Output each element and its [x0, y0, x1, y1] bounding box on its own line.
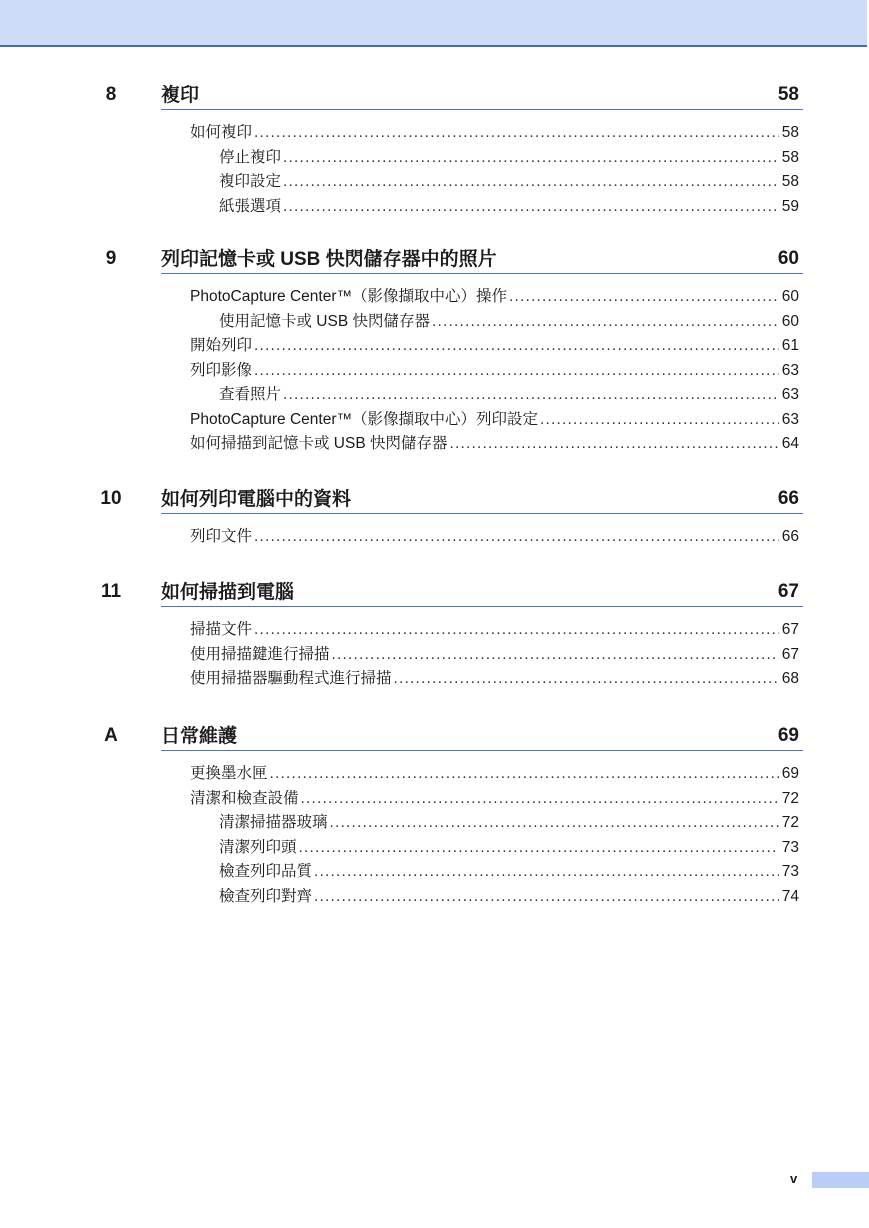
toc-entry-page: 59 — [781, 197, 799, 215]
toc-entry-text: 紙張選項 — [219, 197, 282, 215]
toc-entry[interactable] — [219, 195, 799, 220]
toc-entry-page: 66 — [781, 528, 799, 545]
dot-leader — [301, 787, 779, 811]
chapter-heading — [0, 247, 869, 275]
footer-page-number: v — [790, 1171, 798, 1186]
toc-entry[interactable] — [190, 762, 799, 787]
toc-entry[interactable] — [190, 121, 799, 146]
chapter-number: 10 — [100, 488, 122, 509]
footer-tab — [812, 1172, 869, 1188]
chapter-title[interactable]: 複印 — [161, 85, 200, 106]
chapter-8 — [0, 83, 869, 219]
chapter-page[interactable]: 69 — [777, 725, 799, 746]
toc-entry-text: 掃描文件 — [190, 621, 253, 638]
chapter-rule — [161, 750, 803, 751]
toc-entry-text: 使用記憶卡或 USB 快閃儲存器 — [219, 312, 430, 330]
chapter-page[interactable]: 58 — [777, 84, 799, 105]
toc-entry[interactable] — [219, 146, 799, 171]
toc-entry-text: 使用掃描鍵進行掃描 — [190, 645, 330, 663]
toc-entry-text: PhotoCapture Center™（影像擷取中心）列印設定 — [190, 410, 538, 428]
toc-entry-text: 清潔掃描器玻璃 — [219, 814, 328, 831]
toc-entry[interactable] — [219, 836, 799, 861]
toc-entry[interactable] — [190, 334, 799, 359]
toc-entry-page: 63 — [781, 386, 799, 403]
dot-leader — [254, 121, 779, 145]
toc-entry-page: 73 — [781, 863, 799, 880]
chapter-title[interactable]: 如何列印電腦中的資料 — [161, 489, 352, 510]
toc-entry[interactable] — [219, 170, 799, 195]
chapter-heading — [0, 580, 869, 608]
toc-entry[interactable] — [219, 885, 799, 910]
dot-leader — [394, 667, 779, 691]
toc-entry[interactable] — [219, 811, 799, 836]
toc-entry[interactable] — [190, 643, 799, 668]
chapter-title[interactable]: 日常維護 — [161, 726, 238, 747]
dot-leader — [332, 643, 779, 667]
toc-entry[interactable] — [190, 432, 799, 457]
toc-entry[interactable] — [219, 383, 799, 408]
chapter-page[interactable]: 67 — [777, 581, 799, 602]
dot-leader — [254, 525, 779, 549]
toc-entry-text: 列印影像 — [190, 361, 253, 379]
toc-entry-text: 複印設定 — [219, 173, 282, 190]
toc-entry-page: 73 — [781, 838, 799, 856]
toc-entry-page: 67 — [781, 645, 799, 663]
dot-leader — [254, 359, 779, 383]
toc-entry-page: 60 — [781, 288, 799, 305]
toc-entry-page: 67 — [781, 621, 799, 638]
chapter-number: 9 — [105, 248, 117, 269]
toc-entry[interactable] — [219, 860, 799, 885]
toc-entry-text: 更換墨水匣 — [190, 765, 268, 782]
chapter-a — [0, 724, 869, 909]
chapter-rule — [161, 606, 803, 607]
dot-leader — [330, 811, 779, 835]
toc-entry-text: 檢查列印對齊 — [219, 887, 313, 905]
chapter-rule — [161, 273, 803, 274]
toc-entry-text: 開始列印 — [190, 337, 253, 354]
toc-entry-text: 列印文件 — [190, 528, 253, 545]
dot-leader — [254, 618, 779, 642]
toc-entry-page: 63 — [781, 361, 799, 379]
chapter-page[interactable]: 60 — [777, 248, 799, 269]
chapter-rule — [161, 513, 803, 514]
toc-entry-page: 60 — [781, 312, 799, 330]
dot-leader — [270, 762, 779, 786]
header-band — [0, 0, 867, 47]
toc-entry[interactable] — [190, 787, 799, 812]
chapter-rule — [161, 109, 803, 110]
chapter-heading — [0, 83, 869, 111]
toc-entry-page: 68 — [781, 670, 799, 687]
toc-entry-text: 如何複印 — [190, 124, 253, 141]
toc-entry[interactable] — [190, 408, 799, 433]
toc-entry-text: 停止複印 — [219, 148, 282, 166]
chapter-number: 8 — [105, 84, 117, 105]
dot-leader — [314, 885, 779, 909]
chapter-title[interactable]: 如何掃描到電腦 — [161, 582, 295, 603]
toc-entry-page: 72 — [781, 789, 799, 807]
dot-leader — [314, 860, 779, 884]
dot-leader — [283, 195, 779, 219]
toc-entry-text: 使用掃描器驅動程式進行掃描 — [190, 670, 392, 687]
chapter-page[interactable]: 66 — [777, 488, 799, 509]
toc-entry-page: 69 — [781, 765, 799, 782]
toc-entry-text: PhotoCapture Center™（影像擷取中心）操作 — [190, 288, 507, 305]
dot-leader — [283, 383, 779, 407]
toc-entry-text: 檢查列印品質 — [219, 863, 313, 880]
toc-entry[interactable] — [190, 359, 799, 384]
dot-leader — [299, 836, 779, 860]
toc-entry[interactable] — [190, 667, 799, 692]
dot-leader — [254, 334, 779, 358]
dot-leader — [540, 408, 779, 432]
toc-entry-page: 58 — [781, 173, 799, 190]
chapter-number: 11 — [100, 581, 122, 602]
toc-entry-page: 63 — [781, 410, 799, 428]
chapter-number: A — [104, 725, 118, 746]
toc-entry-text: 查看照片 — [219, 386, 282, 403]
toc-entry-page: 72 — [781, 814, 799, 831]
dot-leader — [432, 310, 779, 334]
toc-entry-page: 61 — [781, 337, 799, 354]
toc-entry-page: 58 — [781, 148, 799, 166]
toc-entry[interactable] — [190, 285, 799, 310]
chapter-heading — [0, 724, 869, 752]
toc-entry-page: 58 — [781, 124, 799, 141]
toc-entry[interactable] — [219, 310, 799, 335]
chapter-10 — [0, 487, 869, 550]
dot-leader — [283, 170, 779, 194]
chapter-9 — [0, 247, 869, 457]
toc-entry[interactable] — [190, 525, 799, 550]
toc-entry-text: 清潔列印頭 — [219, 838, 297, 856]
chapter-heading — [0, 487, 869, 515]
toc-entry[interactable] — [190, 618, 799, 643]
toc-entry-page: 64 — [781, 435, 799, 452]
dot-leader — [449, 432, 778, 456]
toc-entry-text: 如何掃描到記憶卡或 USB 快閃儲存器 — [190, 435, 448, 452]
toc-entry-text: 清潔和檢查設備 — [190, 789, 299, 807]
chapter-11 — [0, 580, 869, 692]
dot-leader — [283, 146, 779, 170]
chapter-title[interactable]: 列印記憶卡或 USB 快閃儲存器中的照片 — [161, 249, 497, 270]
toc-entry-page: 74 — [781, 887, 799, 905]
dot-leader — [509, 285, 779, 309]
